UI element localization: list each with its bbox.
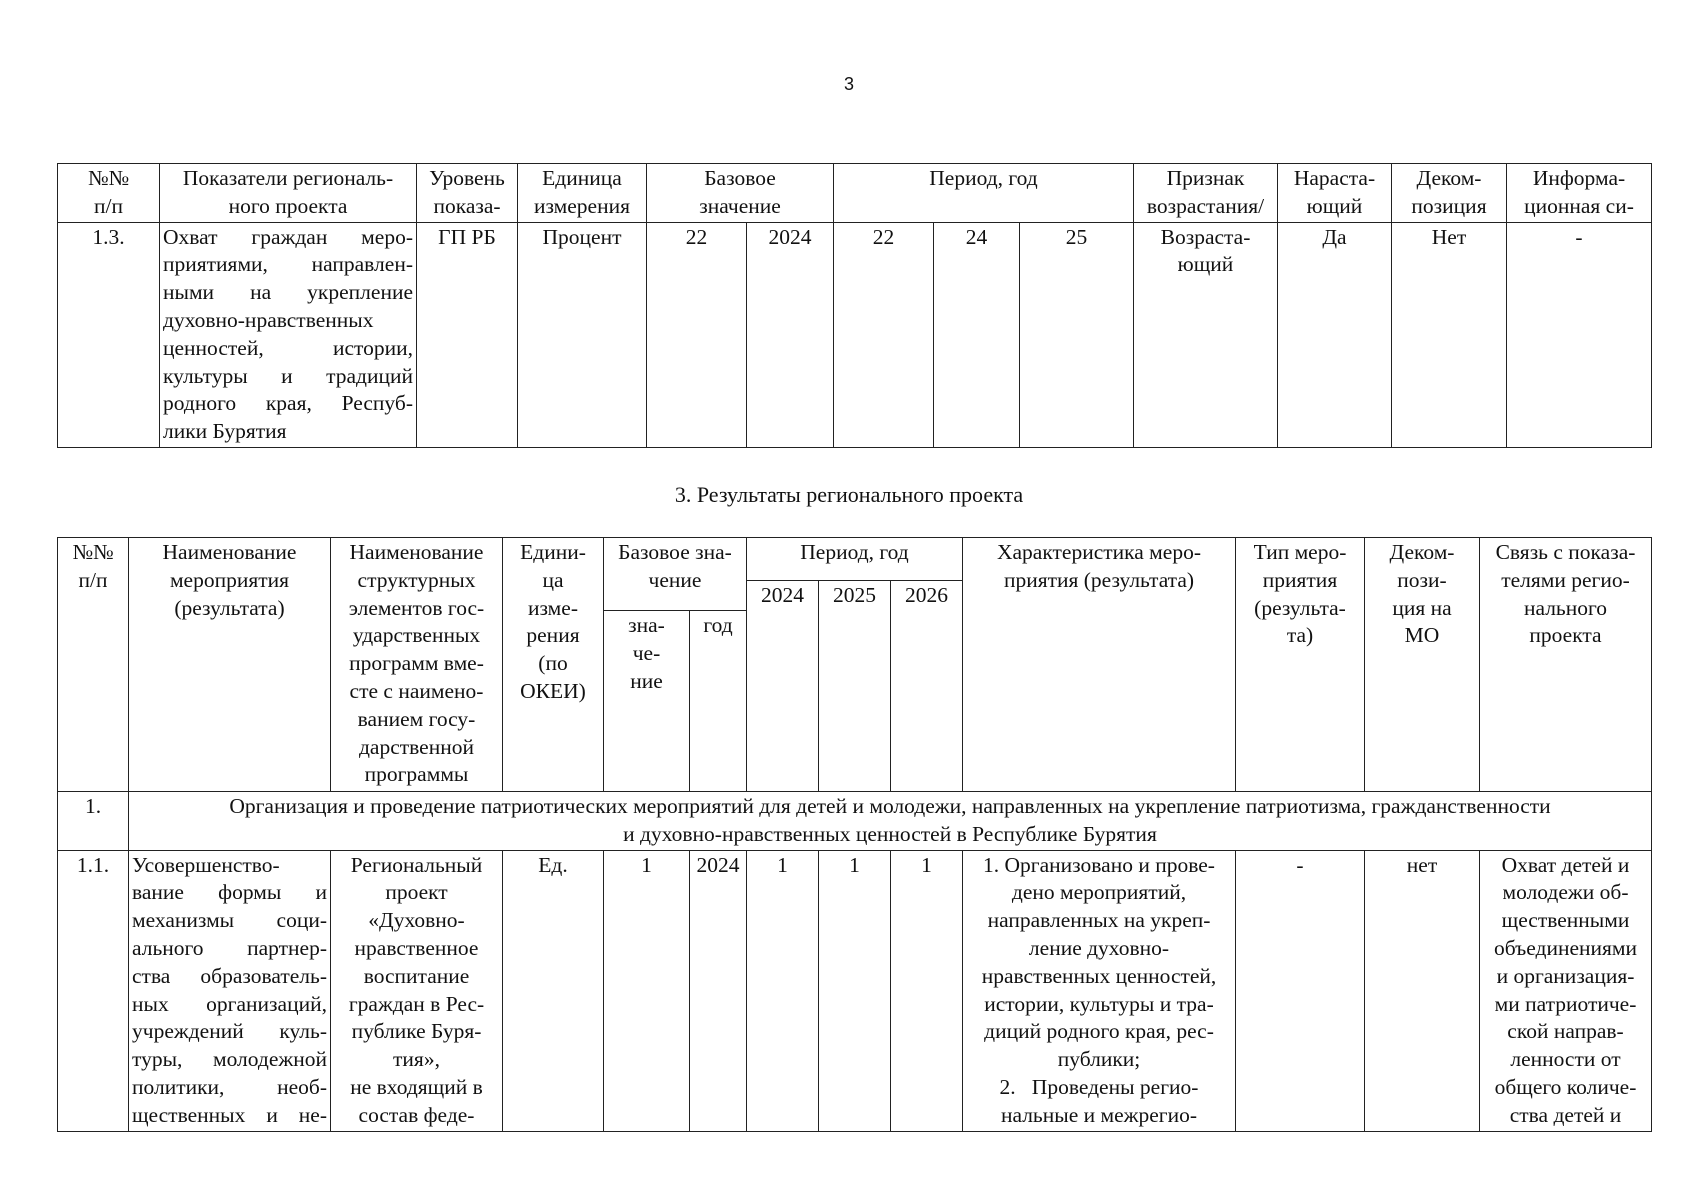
- row-base-value: 22: [647, 222, 747, 447]
- row-period-1: 22: [834, 222, 934, 447]
- h-type: Тип меро- приятия (результа- та): [1236, 538, 1365, 792]
- results-section-row: [58, 792, 1652, 851]
- indicators-row: [58, 222, 1652, 447]
- row-num: 1.3.: [58, 222, 160, 447]
- page-number: 3: [843, 74, 854, 94]
- r-num: 1.1.: [58, 850, 129, 1131]
- h-year-3: 2026: [891, 581, 963, 792]
- r-year-2: 1: [819, 850, 891, 1131]
- h-name: Наименование мероприятия (результата): [129, 538, 331, 792]
- row-decomposition: Нет: [1392, 222, 1507, 447]
- section-title: 3. Результаты регионального проекта: [674, 482, 1024, 507]
- header-base: Базовое значение: [647, 164, 834, 223]
- r-base-value: 1: [604, 850, 690, 1131]
- row-period-3: 25: [1020, 222, 1134, 447]
- row-cumulative: Да: [1278, 222, 1392, 447]
- results-header-row-1: [58, 538, 1652, 581]
- h-link: Связь с показа- телями регио- нального проекта: [1480, 538, 1652, 792]
- h-decomp: Деком- пози- ция на МО: [1365, 538, 1480, 792]
- section-text: Организация и проведение патриотических мероприятий для детей и молодежи, направленных на укрепление патриотизма, гражданственности и духовно-нравственных ценностей в Республике Бурятия: [129, 792, 1652, 851]
- h-base: Базовое зна- чение: [604, 538, 747, 611]
- h-period: Период, год: [747, 538, 963, 581]
- results-table: [57, 537, 1652, 1132]
- h-year-2: 2025: [819, 581, 891, 792]
- h-base-value: зна- че- ние: [604, 611, 690, 792]
- r-name: Усовершенство- вание формы и механизмы соци- ального партнер- ства образователь- ных организаций, учреждений куль- туры, молодежной политики, необ- щественных и не-: [129, 850, 331, 1131]
- header-num: №№ п/п: [58, 164, 160, 223]
- h-year-1: 2024: [747, 581, 819, 792]
- header-period: Период, год: [834, 164, 1134, 223]
- header-unit: Единица измерения: [518, 164, 647, 223]
- row-indicator: Охват граждан меро- приятиями, направлен- ными на укрепление духовно-нравственных ценностей, истории, культуры и традиций родного края, Респуб- лики Бурятия: [160, 222, 417, 447]
- r-year-1: 1: [747, 850, 819, 1131]
- r-type: -: [1236, 850, 1365, 1131]
- section-num: 1.: [58, 792, 129, 851]
- h-num: №№ п/п: [58, 538, 129, 792]
- results-row: [58, 850, 1652, 1131]
- r-base-year: 2024: [690, 850, 747, 1131]
- header-sign: Признак возрастания/: [1134, 164, 1278, 223]
- r-decomp: нет: [1365, 850, 1480, 1131]
- h-struct: Наименование структурных элементов гос- ударственных программ вме- сте с наимено- ванием госу- дарственной программы: [331, 538, 503, 792]
- row-period-2: 24: [934, 222, 1020, 447]
- header-decomposition: Деком- позиция: [1392, 164, 1507, 223]
- header-info: Информа- ционная си-: [1507, 164, 1652, 223]
- h-unit: Едини- ца изме- рения (по ОКЕИ): [503, 538, 604, 792]
- header-indicators: Показатели региональ- ного проекта: [160, 164, 417, 223]
- row-level: ГП РБ: [417, 222, 518, 447]
- row-unit: Процент: [518, 222, 647, 447]
- r-unit: Ед.: [503, 850, 604, 1131]
- h-base-year: год: [690, 611, 747, 792]
- r-link: Охват детей и молодежи об- щественными объединениями и организация- ми патриотиче- ской направ- ленности от общего количе- ства детей и: [1480, 850, 1652, 1131]
- row-info: -: [1507, 222, 1652, 447]
- indicators-header-row: [58, 164, 1652, 223]
- r-char: 1. Организовано и прове- дено мероприятий, направленных на укреп- ление духовно- нравственных ценностей, истории, культуры и тра- диций родного края, рес- публики; 2. Проведены регио- нальные и межрегио-: [963, 850, 1236, 1131]
- indicators-table: [57, 163, 1652, 448]
- r-struct: Региональный проект «Духовно- нравственное воспитание граждан в Рес- публике Буря- тия», не входящий в состав феде-: [331, 850, 503, 1131]
- header-level: Уровень показа-: [417, 164, 518, 223]
- row-sign: Возраста- ющий: [1134, 222, 1278, 447]
- header-cumulative: Нараста- ющий: [1278, 164, 1392, 223]
- row-base-year: 2024: [747, 222, 834, 447]
- h-char: Характеристика меро- приятия (результата): [963, 538, 1236, 792]
- r-year-3: 1: [891, 850, 963, 1131]
